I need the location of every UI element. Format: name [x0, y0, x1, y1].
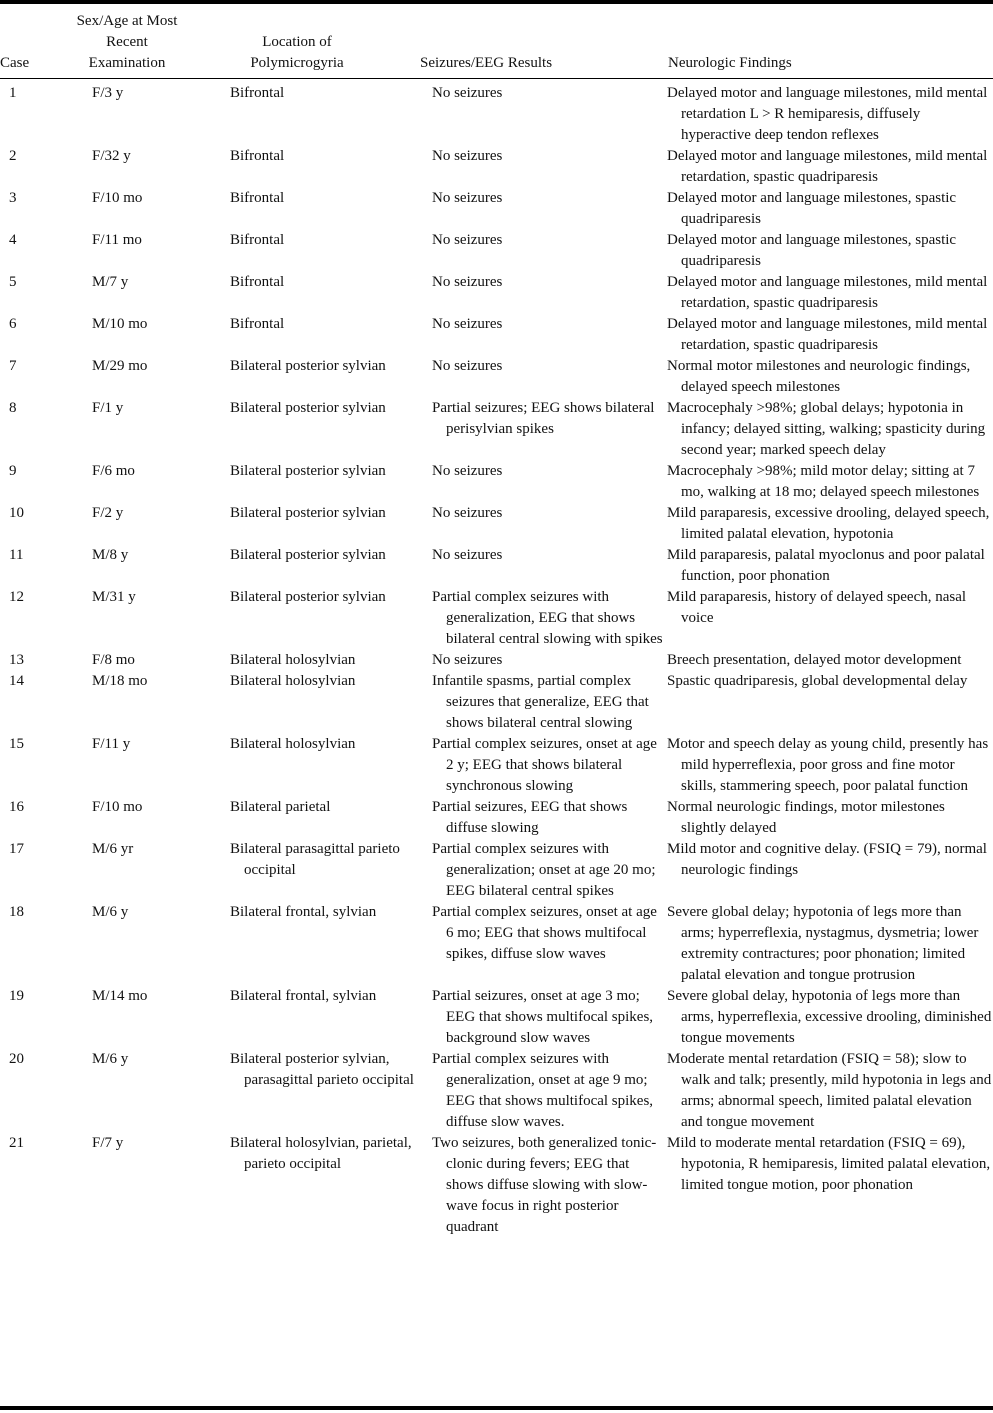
cell-sex-age-text: M/10 mo — [92, 316, 148, 332]
cell-location-text: Bifrontal — [230, 148, 285, 164]
cell-neuro-text: Mild to moderate mental retardation (FSIQ = 69), hypotonia, R hemiparesis, limited palatal elevation, limited tongue motion, poor phonation — [667, 1135, 991, 1193]
header-case — [0, 10, 40, 74]
cell-sex-age — [89, 671, 230, 734]
cell-sex-age — [89, 314, 230, 356]
cell-seizures-text: No seizures — [432, 85, 503, 101]
cell-location-text: Bifrontal — [230, 232, 285, 248]
cell-neuro-text: Moderate mental retardation (FSIQ = 58); slow to walk and talk; presently, mild hypotonia in legs and arms; abnormal speech, limited palatal elevation and tongue movement — [667, 1051, 992, 1130]
cell-location — [230, 461, 432, 503]
cell-location — [230, 188, 432, 230]
cell-seizures-text: No seizures — [432, 316, 503, 332]
cell-case-text: 5 — [9, 274, 17, 290]
cell-neuro — [667, 398, 993, 461]
cell-sex-age-text: M/14 mo — [92, 988, 148, 1004]
cell-sex-age-text: F/7 y — [92, 1135, 124, 1151]
cell-neuro — [667, 986, 993, 1049]
cell-location-text: Bilateral posterior sylvian — [230, 358, 386, 374]
cell-location-text: Bifrontal — [230, 274, 285, 290]
cell-location-text: Bilateral frontal, sylvian — [230, 904, 377, 920]
cell-neuro — [667, 1049, 993, 1133]
cell-neuro — [667, 734, 993, 797]
cell-sex-age — [89, 797, 230, 839]
table-row — [0, 188, 993, 230]
cell-seizures-text: Infantile spasms, partial complex seizures that generalize, EEG that shows bilateral central slowing — [432, 673, 649, 731]
table-row — [0, 1049, 993, 1133]
cell-case — [0, 797, 89, 839]
cell-neuro-text: Normal motor milestones and neurologic findings, delayed speech milestones — [667, 358, 971, 395]
cell-sex-age-text: M/6 y — [92, 904, 129, 920]
cell-neuro-text: Motor and speech delay as young child, presently has mild hyperreflexia, poor gross and fine motor skills, stammering speech, poor palatal function — [667, 736, 989, 794]
cell-neuro-text: Delayed motor and language milestones, spastic quadriparesis — [667, 232, 957, 269]
cell-seizures-text: Partial seizures, onset at age 3 mo; EEG that shows multifocal spikes, background slow waves — [432, 988, 654, 1046]
table-row — [0, 146, 993, 188]
cell-location — [230, 839, 432, 902]
cell-location — [230, 272, 432, 314]
cell-case-text: 14 — [9, 673, 24, 689]
cell-case-text: 18 — [9, 904, 24, 920]
cell-case-text: 7 — [9, 358, 17, 374]
cell-seizures — [432, 356, 667, 398]
cell-sex-age-text: F/10 mo — [92, 190, 143, 206]
cell-location-text: Bilateral posterior sylvian — [230, 400, 386, 416]
cell-neuro-text: Severe global delay; hypotonia of legs more than arms; hyperreflexia, nystagmus, dysmetria; lower extremity contractures; poor phonation; limited palatal elevation and tongue protrusion — [667, 904, 979, 983]
cell-sex-age-text: F/11 mo — [92, 232, 142, 248]
cell-neuro-text: Mild paraparesis, history of delayed speech, nasal voice — [667, 589, 967, 626]
cell-neuro-text: Delayed motor and language milestones, mild mental retardation, spastic quadriparesis — [667, 148, 988, 185]
cell-sex-age-text: M/18 mo — [92, 673, 148, 689]
cell-case — [0, 902, 89, 986]
header-neuro — [668, 10, 993, 74]
cell-neuro-text: Breech presentation, delayed motor development — [667, 652, 962, 668]
cell-sex-age-text: M/31 y — [92, 589, 136, 605]
cell-seizures-text: Two seizures, both generalized tonic-clonic during fevers; EEG that shows diffuse slowing with slow-wave focus in right posterior quadrant — [432, 1135, 657, 1235]
cell-location — [230, 986, 432, 1049]
cell-sex-age — [89, 503, 230, 545]
cell-neuro — [667, 545, 993, 587]
cell-sex-age — [89, 839, 230, 902]
cell-neuro — [667, 272, 993, 314]
cell-case — [0, 461, 89, 503]
header-sex-age — [72, 10, 182, 74]
cell-location-text: Bilateral posterior sylvian — [230, 505, 386, 521]
cell-sex-age — [89, 1133, 230, 1238]
cell-location — [230, 146, 432, 188]
cell-sex-age-text: M/6 yr — [92, 841, 134, 857]
cell-neuro-text: Mild paraparesis, palatal myoclonus and poor palatal function, poor phonation — [667, 547, 985, 584]
cell-sex-age — [89, 272, 230, 314]
table-bottom-rule — [0, 1406, 993, 1410]
cell-seizures — [432, 671, 667, 734]
cell-seizures — [432, 902, 667, 986]
cell-sex-age — [89, 83, 230, 146]
cell-sex-age — [89, 461, 230, 503]
cell-neuro-text: Delayed motor and language milestones, spastic quadriparesis — [667, 190, 957, 227]
header-rule — [0, 78, 993, 79]
cell-seizures-text: No seizures — [432, 358, 503, 374]
header-neuro-label: Neurologic Findings — [668, 55, 792, 71]
cell-seizures — [432, 272, 667, 314]
cell-case-text: 17 — [9, 841, 24, 857]
cell-location-text: Bifrontal — [230, 316, 285, 332]
table-body — [0, 83, 993, 1238]
cell-location — [230, 1049, 432, 1133]
table-top-rule — [0, 0, 993, 4]
cell-seizures — [432, 1133, 667, 1238]
cell-sex-age — [89, 902, 230, 986]
cell-seizures — [432, 398, 667, 461]
cell-seizures — [432, 797, 667, 839]
cell-location-text: Bilateral posterior sylvian, parasagittal parieto occipital — [230, 1051, 414, 1088]
cell-seizures — [432, 314, 667, 356]
table-row — [0, 356, 993, 398]
header-location-label: Location of Polymicrogyria — [250, 34, 344, 71]
cell-case — [0, 671, 89, 734]
cell-sex-age-text: M/29 mo — [92, 358, 148, 374]
cell-neuro-text: Severe global delay, hypotonia of legs more than arms, hyperreflexia, excessive drooling, diminished tongue movements — [667, 988, 992, 1046]
cell-seizures — [432, 545, 667, 587]
cell-location-text: Bilateral holosylvian — [230, 652, 356, 668]
table-row — [0, 1133, 993, 1238]
cell-case-text: 1 — [9, 85, 17, 101]
cell-sex-age — [89, 188, 230, 230]
cell-sex-age-text: F/32 y — [92, 148, 131, 164]
table-row — [0, 797, 993, 839]
cell-case-text: 20 — [9, 1051, 24, 1067]
cell-case-text: 19 — [9, 988, 24, 1004]
cell-neuro-text: Spastic quadriparesis, global developmental delay — [667, 673, 968, 689]
cell-sex-age — [89, 986, 230, 1049]
cell-neuro-text: Delayed motor and language milestones, mild mental retardation L > R hemiparesis, diffusely hyperactive deep tendon reflexes — [667, 85, 988, 143]
findings-table — [0, 83, 993, 1238]
cell-seizures-text: Partial complex seizures with generalization; onset at age 20 mo; EEG bilateral central spikes — [432, 841, 656, 899]
table-row — [0, 671, 993, 734]
cell-location — [230, 797, 432, 839]
table-row — [0, 272, 993, 314]
cell-case — [0, 839, 89, 902]
cell-seizures — [432, 734, 667, 797]
cell-location — [230, 902, 432, 986]
cell-seizures — [432, 188, 667, 230]
cell-case — [0, 1133, 89, 1238]
cell-neuro — [667, 230, 993, 272]
cell-case — [0, 1049, 89, 1133]
cell-location — [230, 587, 432, 650]
cell-seizures-text: No seizures — [432, 274, 503, 290]
cell-case-text: 6 — [9, 316, 17, 332]
cell-neuro — [667, 83, 993, 146]
cell-neuro — [667, 650, 993, 671]
cell-case — [0, 587, 89, 650]
table-row — [0, 734, 993, 797]
cell-location-text: Bilateral holosylvian — [230, 736, 356, 752]
cell-seizures — [432, 146, 667, 188]
cell-location — [230, 83, 432, 146]
cell-neuro — [667, 797, 993, 839]
cell-seizures — [432, 839, 667, 902]
cell-sex-age-text: F/1 y — [92, 400, 124, 416]
cell-sex-age-text: F/3 y — [92, 85, 124, 101]
cell-case-text: 8 — [9, 400, 17, 416]
cell-case — [0, 986, 89, 1049]
table-row — [0, 503, 993, 545]
cell-location — [230, 1133, 432, 1238]
cell-neuro-text: Delayed motor and language milestones, mild mental retardation, spastic quadriparesis — [667, 316, 988, 353]
cell-sex-age — [89, 356, 230, 398]
cell-case — [0, 272, 89, 314]
cell-case-text: 16 — [9, 799, 24, 815]
cell-sex-age-text: F/2 y — [92, 505, 124, 521]
cell-location — [230, 671, 432, 734]
cell-neuro-text: Macrocephaly >98%; global delays; hypotonia in infancy; delayed sitting, walking; spasticity during second year; marked speech delay — [667, 400, 986, 458]
cell-location-text: Bifrontal — [230, 190, 285, 206]
cell-location-text: Bilateral frontal, sylvian — [230, 988, 377, 1004]
cell-neuro — [667, 314, 993, 356]
cell-location-text: Bilateral posterior sylvian — [230, 463, 386, 479]
header-seizures — [420, 10, 610, 74]
cell-location — [230, 503, 432, 545]
cell-case-text: 11 — [9, 547, 24, 563]
cell-location — [230, 230, 432, 272]
cell-seizures — [432, 503, 667, 545]
table-row — [0, 650, 993, 671]
cell-sex-age-text: F/6 mo — [92, 463, 135, 479]
cell-seizures-text: No seizures — [432, 505, 503, 521]
cell-seizures-text: Partial seizures; EEG shows bilateral perisylvian spikes — [432, 400, 655, 437]
cell-case-text: 13 — [9, 652, 24, 668]
cell-sex-age-text: F/10 mo — [92, 799, 143, 815]
header-seizures-label: Seizures/EEG Results — [420, 55, 553, 71]
cell-seizures — [432, 986, 667, 1049]
cell-neuro — [667, 188, 993, 230]
cell-seizures — [432, 461, 667, 503]
cell-sex-age — [89, 545, 230, 587]
cell-case-text: 3 — [9, 190, 17, 206]
cell-case-text: 10 — [9, 505, 24, 521]
cell-seizures-text: No seizures — [432, 463, 503, 479]
cell-sex-age — [89, 230, 230, 272]
cell-seizures-text: Partial seizures, EEG that shows diffuse slowing — [432, 799, 628, 836]
table-row — [0, 902, 993, 986]
cell-neuro-text: Mild motor and cognitive delay. (FSIQ = 79), normal neurologic findings — [667, 841, 987, 878]
cell-sex-age — [89, 398, 230, 461]
cell-location-text: Bilateral holosylvian, parietal, parieto occipital — [230, 1135, 412, 1172]
cell-neuro — [667, 503, 993, 545]
cell-seizures-text: No seizures — [432, 148, 503, 164]
cell-case — [0, 188, 89, 230]
cell-case — [0, 545, 89, 587]
cell-sex-age-text: F/11 y — [92, 736, 131, 752]
cell-sex-age — [89, 734, 230, 797]
header-sex-age-label: Sex/Age at Most Recent Examination — [76, 13, 178, 71]
cell-location-text: Bilateral posterior sylvian — [230, 547, 386, 563]
cell-sex-age-text: M/7 y — [92, 274, 129, 290]
table-row — [0, 461, 993, 503]
cell-seizures — [432, 1049, 667, 1133]
cell-case-text: 4 — [9, 232, 17, 248]
cell-seizures-text: No seizures — [432, 190, 503, 206]
cell-neuro-text: Mild paraparesis, excessive drooling, delayed speech, limited palatal elevation, hypotonia — [667, 505, 990, 542]
cell-seizures — [432, 650, 667, 671]
cell-location — [230, 314, 432, 356]
cell-case — [0, 230, 89, 272]
cell-location — [230, 545, 432, 587]
cell-location-text: Bilateral holosylvian — [230, 673, 356, 689]
table-row — [0, 587, 993, 650]
cell-sex-age — [89, 1049, 230, 1133]
table-row — [0, 986, 993, 1049]
cell-neuro-text: Delayed motor and language milestones, mild mental retardation, spastic quadriparesis — [667, 274, 988, 311]
cell-neuro — [667, 1133, 993, 1238]
cell-sex-age-text: M/8 y — [92, 547, 129, 563]
cell-sex-age-text: F/8 mo — [92, 652, 135, 668]
cell-seizures-text: No seizures — [432, 652, 503, 668]
header-case-label: Case — [0, 55, 30, 71]
cell-seizures-text: Partial complex seizures with generalization, onset at age 9 mo; EEG that shows multifocal spikes, diffuse slow waves. — [432, 1051, 654, 1130]
cell-seizures-text: Partial complex seizures, onset at age 6 mo; EEG that shows multifocal spikes, diffuse slow waves — [432, 904, 657, 962]
cell-sex-age — [89, 650, 230, 671]
cell-neuro-text: Normal neurologic findings, motor milestones slightly delayed — [667, 799, 945, 836]
table-row — [0, 314, 993, 356]
table-row — [0, 230, 993, 272]
cell-case — [0, 398, 89, 461]
cell-neuro — [667, 146, 993, 188]
cell-sex-age — [89, 587, 230, 650]
cell-location — [230, 734, 432, 797]
cell-location — [230, 398, 432, 461]
cell-neuro — [667, 671, 993, 734]
cell-case — [0, 650, 89, 671]
cell-case — [0, 314, 89, 356]
cell-neuro — [667, 587, 993, 650]
cell-neuro — [667, 839, 993, 902]
table-row — [0, 839, 993, 902]
table-row — [0, 545, 993, 587]
cell-case-text: 2 — [9, 148, 17, 164]
cell-location-text: Bilateral parietal — [230, 799, 331, 815]
table-row — [0, 398, 993, 461]
cell-case-text: 15 — [9, 736, 24, 752]
cell-seizures-text: No seizures — [432, 232, 503, 248]
cell-case — [0, 83, 89, 146]
cell-case — [0, 356, 89, 398]
cell-sex-age — [89, 146, 230, 188]
cell-case — [0, 503, 89, 545]
cell-case — [0, 734, 89, 797]
cell-case-text: 21 — [9, 1135, 24, 1151]
header-location — [232, 10, 362, 74]
cell-seizures-text: Partial complex seizures, onset at age 2 y; EEG that shows bilateral synchronous slowing — [432, 736, 657, 794]
cell-seizures-text: Partial complex seizures with generalization, EEG that shows bilateral central slowing with spikes — [432, 589, 663, 647]
cell-location — [230, 650, 432, 671]
cell-case — [0, 146, 89, 188]
cell-neuro — [667, 461, 993, 503]
cell-location-text: Bifrontal — [230, 85, 285, 101]
cell-neuro — [667, 902, 993, 986]
cell-case-text: 9 — [9, 463, 17, 479]
cell-seizures — [432, 587, 667, 650]
cell-seizures — [432, 83, 667, 146]
cell-neuro — [667, 356, 993, 398]
cell-case-text: 12 — [9, 589, 24, 605]
cell-seizures — [432, 230, 667, 272]
cell-location — [230, 356, 432, 398]
table-row — [0, 83, 993, 146]
cell-location-text: Bilateral posterior sylvian — [230, 589, 386, 605]
cell-seizures-text: No seizures — [432, 547, 503, 563]
cell-sex-age-text: M/6 y — [92, 1051, 129, 1067]
cell-neuro-text: Macrocephaly >98%; mild motor delay; sitting at 7 mo, walking at 18 mo; delayed speech milestones — [667, 463, 980, 500]
cell-location-text: Bilateral parasagittal parieto occipital — [230, 841, 400, 878]
